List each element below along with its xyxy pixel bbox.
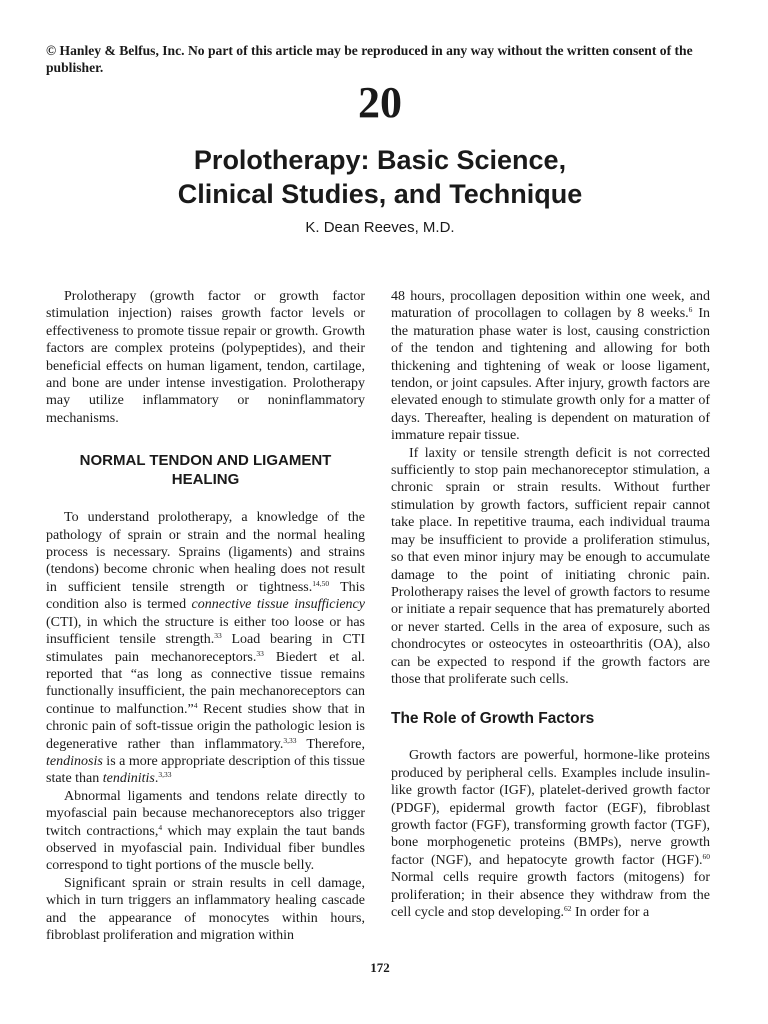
chapter-title-line-1: Prolotherapy: Basic Science, [193, 145, 567, 175]
emphasis-term: connective tissue insufficiency [191, 597, 365, 613]
text-run: is a more appropriate description of this tissue state than [46, 753, 365, 787]
text-run: which may explain the taut bands observed in myofascial pain. Individual fiber bundles correspond to tight portions of the muscle belly. [46, 823, 365, 874]
text-run: Growth factors are powerful, hormone-like proteins produced by peripheral cells. Examples include insulin-like growth factor (IGF), platelet-derived growth factor (PDGF), epidermal growth factor (EGF), fibroblast growth factor (FGF), transforming growth factor (TGF), bone morphogenetic proteins (BMPs), nerve growth factor (NGF), and hepatocyte growth factor (HGF). [391, 748, 710, 868]
chapter-title-line-2: Clinical Studies, and Technique [177, 179, 583, 209]
reference-superscript: 60 [702, 851, 710, 861]
text-run: Biedert et al. reported that “as long as connective tissue remains functionally insufficient, the pain mechanoreceptors can continue to malfunction.” [46, 649, 365, 717]
section-heading-normal-healing: NORMAL TENDON AND LIGAMENT HEALING [79, 452, 332, 489]
text-run: This condition also is termed [46, 579, 365, 613]
intro-paragraph: Prolotherapy (growth factor or growth factor stimulation injection) raises growth factor levels or effectiveness to promote tissue repair or growth. Growth factors are complex proteins (polypeptides), and their beneficial effects on human ligament, tendon, cartilage, and bone are under intense investigation. Prolotherapy may utilize inflammatory or noninflammatory mechanisms. [46, 289, 365, 426]
text-run: Therefore, [296, 736, 365, 752]
reference-superscript: 4 [193, 700, 198, 710]
emphasis-term: tendinitis [102, 771, 155, 787]
text-run: Load bearing in CTI stimulates pain mechanoreceptors. [46, 632, 366, 665]
paragraph-laxity: If laxity or tensile strength deficit is not corrected sufficiently to stop pain mechanoreceptor stimulation, a chronic sprain or strain results. Without further stimulation by growth factors, sufficient repair cannot take place. In repetitive trauma, each individual trauma may be insufficient to provide a proliferation stimulus, so that even minor injury may be enough to accumulate damage to the point of initiating chronic pain. Prolotherapy raises the level of growth factors to resume or initiate a repair sequence that has prematurely aborted or never started. Cells in the area of exposure, such as chondrocytes or osteocytes in osteoarthritis (OA), also can be expected to respond if the growth factors are those that proliferate such cells. [391, 445, 710, 687]
text-run: In order for a [571, 905, 650, 920]
text-run: (CTI), in which the structure is either too loose or has insufficient tensile strength. [46, 614, 365, 648]
text-run: To understand prolotherapy, a knowledge of the pathology of sprain or strain and the normal healing process is necessary. Sprains (ligaments) and strains (tendons) become chronic when healing does not result in sufficient tensile strength or tightness. [46, 510, 365, 595]
page-number: 172 [370, 960, 390, 975]
text-run: In the maturation phase water is lost, causing constriction of the tendon and tightening and allowing for both thickening and tightening of weak or loose ligament, tendon, or joint capsules. After injury, growth factors are elevated enough to stimulate growth only for a matter of days. Thereafter, healing is dependent on maturation of immature repair tissue. [391, 306, 710, 444]
emphasis-term: tendinosis [46, 753, 103, 769]
text-run: . [154, 771, 159, 787]
reference-superscript: 33 [256, 648, 264, 658]
paragraph-prolotherapy-understanding [46, 509, 365, 788]
subsection-heading-growth-factors: The Role of Growth Factors [391, 710, 595, 728]
paragraph-growth-factors [391, 747, 710, 921]
text-run: Normal cells require growth factors (mitogens) for proliferation; in their absence they withdraw from the cell cycle and stop developing. [391, 870, 710, 920]
left-column [46, 288, 365, 944]
reference-superscript: 14,50 [312, 578, 330, 588]
text-run: Recent studies show that in chronic pain of soft-tissue origin the pathologic lesion is degenerative rather than inflammatory. [46, 701, 366, 752]
reference-superscript: 6 [688, 305, 693, 315]
reference-superscript: 33 [214, 631, 222, 641]
paragraph-myofascial-pain [46, 788, 365, 875]
text-run: Abnormal ligaments and tendons relate directly to myofascial pain because mechanoreceptors also trigger twitch contractions, [46, 788, 365, 839]
text-run: 48 hours, procollagen deposition within one week, and maturation of procollagen to collagen by 8 weeks. [391, 289, 710, 322]
paragraph-cell-damage: Significant sprain or strain results in cell damage, which in turn triggers an inflammatory healing cascade and the appearance of monocytes within hours, fibroblast proliferation and migration within [46, 875, 365, 943]
chapter-title [0, 143, 760, 211]
reference-superscript: 3,33 [158, 770, 172, 780]
chapter-number: 20 [358, 78, 402, 127]
author-byline: K. Dean Reeves, M.D. [305, 219, 455, 236]
reference-superscript: 3,33 [283, 735, 297, 745]
paragraph-maturation [391, 288, 710, 445]
copyright-notice: © Hanley & Belfus, Inc. No part of this article may be reproduced in any way without the written consent of the publisher. [46, 43, 693, 75]
reference-superscript: 4 [158, 822, 163, 832]
reference-superscript: 62 [564, 904, 572, 913]
right-column [391, 288, 710, 921]
